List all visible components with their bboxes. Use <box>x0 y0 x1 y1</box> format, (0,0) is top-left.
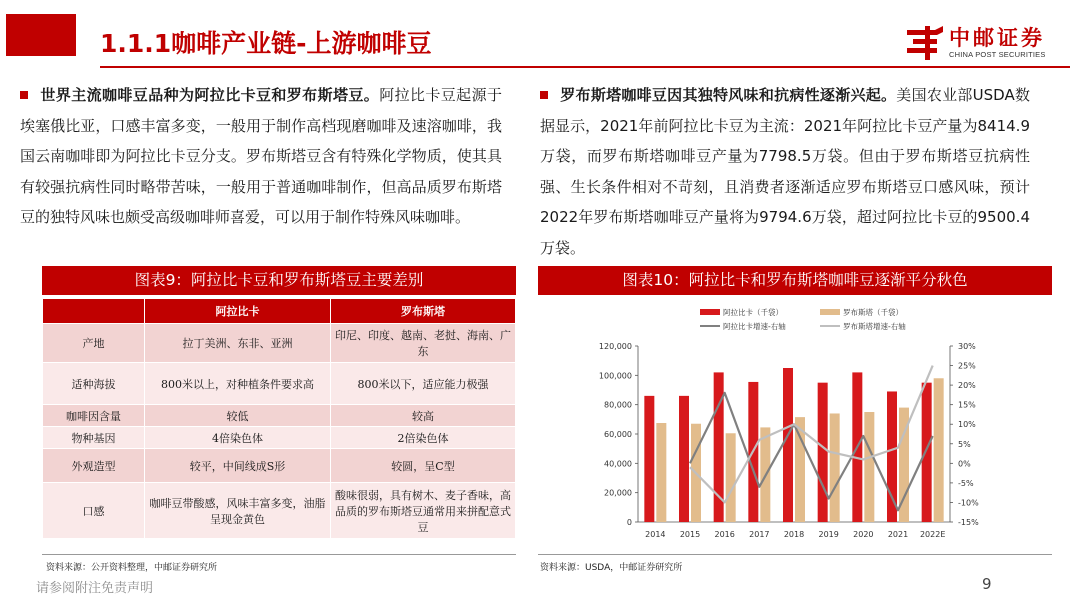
production-chart <box>560 296 1030 548</box>
x-tick-label: 2022E <box>919 530 946 539</box>
y-tick-label-left: 120,000 <box>598 342 632 351</box>
bar <box>864 412 874 522</box>
arabica-cell: 800米以上，对种植条件要求高 <box>145 363 331 405</box>
left-body-text: 阿拉比卡豆起源于埃塞俄比亚，口感丰富多变，一般用于制作高档现磨咖啡及速溶咖啡，我国云南咖啡即为阿拉比卡豆分支。罗布斯塔豆含有特殊化学物质，使其具有较强抗病性同时略带苦味，一般用于普通咖啡制作，但高品质罗布斯塔豆的独特风味也颇受高级咖啡师喜爱，可以用于制作特殊风味咖啡。 <box>20 86 502 226</box>
x-tick-label: 2018 <box>783 530 805 539</box>
y-tick-label-right: 25% <box>958 361 976 371</box>
bar <box>818 383 828 522</box>
title-rule <box>100 66 1070 68</box>
legend-swatch <box>820 309 840 315</box>
logo-english-name: CHINA POST SECURITIES <box>949 50 1046 59</box>
bullet-icon <box>540 91 548 99</box>
legend-label: 阿拉比卡增速-右轴 <box>723 322 786 331</box>
table-header-robusta: 罗布斯塔 <box>331 299 516 324</box>
robusta-cell: 2倍染色体 <box>331 427 516 449</box>
legend-swatch <box>700 309 720 315</box>
y-tick-label-left: 60,000 <box>604 430 632 439</box>
right-paragraph <box>540 80 1030 263</box>
y-tick-label-right: 5% <box>958 439 971 449</box>
table-row <box>43 363 516 405</box>
x-tick-label: 2020 <box>853 530 874 539</box>
row-label: 咖啡因含量 <box>43 405 145 427</box>
y-tick-label-right: -15% <box>958 518 979 527</box>
y-tick-label-right: -10% <box>958 498 979 508</box>
comparison-table <box>42 298 516 539</box>
table-row <box>43 483 516 539</box>
robusta-cell: 800米以下，适应能力极强 <box>331 363 516 405</box>
page-number: 9 <box>982 575 992 593</box>
left-lead-sentence: 世界主流咖啡豆品种为阿拉比卡豆和罗布斯塔豆。 <box>40 86 380 104</box>
y-tick-label-left: 20,000 <box>604 488 632 498</box>
y-tick-label-left: 80,000 <box>604 400 632 410</box>
table-source-rule <box>42 554 516 555</box>
table-row <box>43 405 516 427</box>
table-row <box>43 427 516 449</box>
y-tick-label-left: 100,000 <box>598 371 632 381</box>
left-paragraph <box>20 80 502 233</box>
arabica-cell: 咖啡豆带酸感，风味丰富多变，油脂呈现金黄色 <box>145 483 331 539</box>
robusta-cell: 较圆，呈C型 <box>331 449 516 483</box>
table-row <box>43 449 516 483</box>
arabica-cell: 较平，中间线成S形 <box>145 449 331 483</box>
disclaimer: 请参阅附注免责声明 <box>36 581 154 596</box>
y-tick-label-right: 30% <box>958 342 976 351</box>
x-tick-label: 2014 <box>645 530 666 539</box>
bar <box>830 413 840 522</box>
legend-label: 罗布斯塔（千袋） <box>843 308 903 317</box>
legend-label: 罗布斯塔增速-右轴 <box>843 322 906 331</box>
x-tick-label: 2021 <box>887 530 909 539</box>
bar <box>726 433 736 522</box>
bullet-icon <box>20 91 28 99</box>
row-label: 物种基因 <box>43 427 145 449</box>
x-tick-label: 2015 <box>679 530 701 539</box>
x-tick-label: 2019 <box>818 530 839 539</box>
bar <box>656 423 666 522</box>
table-header-corner <box>43 299 145 324</box>
right-body-text: 美国农业部USDA数据显示，2021年前阿拉比卡豆为主流：2021年阿拉比卡豆产量为8414.9万袋，而罗布斯塔咖啡豆产量为7798.5万袋。但由于罗布斯塔豆抗病性强、生长条件相对不苛刻，且消费者逐渐适应罗布斯塔豆口感风味，预计2022年罗布斯塔咖啡豆产量将为9794.6万袋，超过阿拉比卡豆的9500.4万袋。 <box>540 86 1030 257</box>
slide-title: 1.1.1咖啡产业链-上游咖啡豆 <box>100 29 432 58</box>
row-label: 适种海拔 <box>43 363 145 405</box>
bar <box>644 396 654 522</box>
chart-source: 资料来源：USDA，中邮证券研究所 <box>540 563 683 573</box>
table-row <box>43 324 516 363</box>
legend-label: 阿拉比卡（千袋） <box>723 308 783 317</box>
y-tick-label-right: -5% <box>958 478 974 488</box>
bar <box>922 383 932 522</box>
bar <box>934 378 944 522</box>
chart-source-rule <box>538 554 1052 555</box>
row-label: 口感 <box>43 483 145 539</box>
y-tick-label-right: 15% <box>958 400 976 410</box>
post-emblem-icon <box>905 24 945 62</box>
logo-chinese-name: 中邮证券 <box>949 26 1045 50</box>
y-tick-label-right: 0% <box>958 459 971 469</box>
row-label: 产地 <box>43 324 145 363</box>
robusta-cell: 印尼、印度、越南、老挝、海南、广东 <box>331 324 516 363</box>
bar <box>783 368 793 522</box>
x-tick-label: 2017 <box>749 530 770 539</box>
chart-panel-title: 图表10：阿拉比卡和罗布斯塔咖啡豆逐渐平分秋色 <box>538 266 1052 295</box>
table-header-row <box>43 299 516 324</box>
row-label: 外观造型 <box>43 449 145 483</box>
robusta-cell: 酸味很弱，具有树木、麦子香味，高品质的罗布斯塔豆通常用来拼配意式豆 <box>331 483 516 539</box>
x-tick-label: 2016 <box>714 530 735 539</box>
y-tick-label-right: 20% <box>958 381 976 391</box>
y-tick-label-right: 10% <box>958 420 976 430</box>
table-source: 资料来源：公开资料整理，中邮证券研究所 <box>46 563 218 573</box>
arabica-cell: 拉丁美洲、东非、亚洲 <box>145 324 331 363</box>
y-tick-label-left: 40,000 <box>604 459 632 469</box>
title-accent-block <box>12 14 76 56</box>
brand-logo <box>905 22 1065 62</box>
y-tick-label-left: 0 <box>626 518 632 527</box>
table-panel-title: 图表9：阿拉比卡豆和罗布斯塔豆主要差别 <box>42 266 516 295</box>
robusta-cell: 较高 <box>331 405 516 427</box>
table-header-arabica: 阿拉比卡 <box>145 299 331 324</box>
arabica-cell: 4倍染色体 <box>145 427 331 449</box>
bar <box>679 396 689 522</box>
arabica-cell: 较低 <box>145 405 331 427</box>
right-lead-sentence: 罗布斯塔咖啡豆因其独特风味和抗病性逐渐兴起。 <box>560 86 897 104</box>
